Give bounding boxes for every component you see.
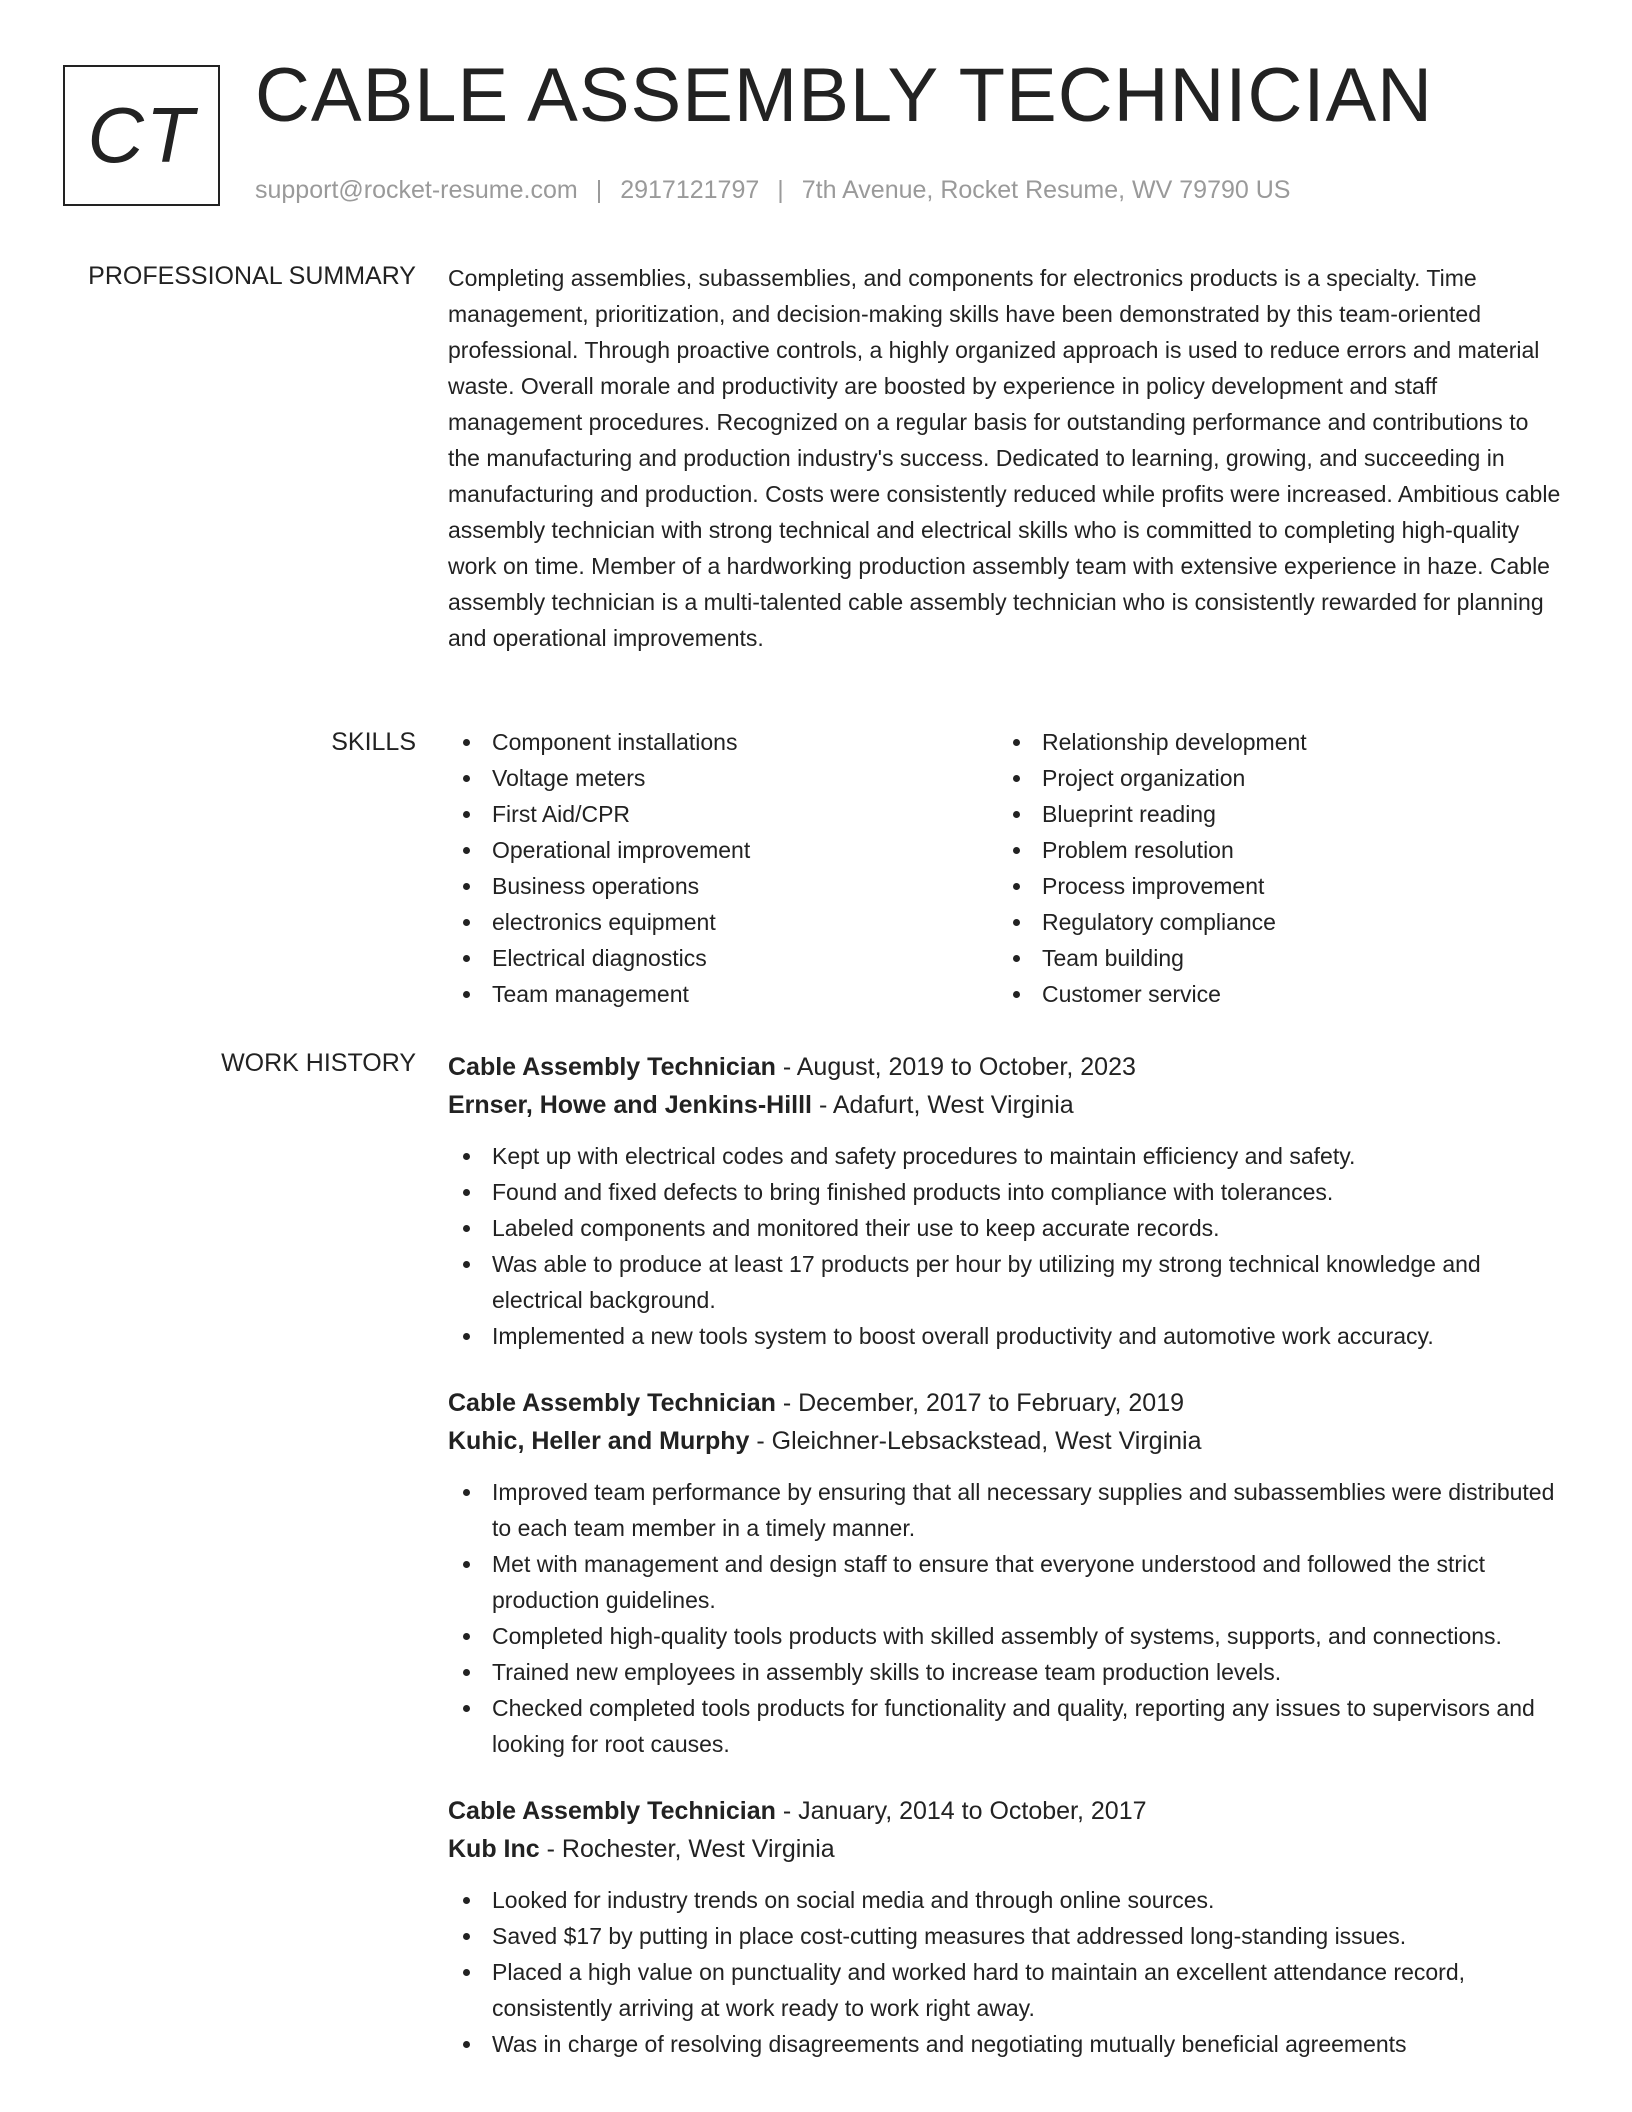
job-bullet: Checked completed tools products for functionality and quality, reporting any issues to supervisors and looking for root causes.: [448, 1690, 1566, 1762]
job-dates: - December, 2017 to February, 2019: [775, 1389, 1184, 1417]
job-bullets: [448, 1474, 1566, 1762]
skills-column-right: [998, 724, 1548, 1012]
summary-text: Completing assemblies, subassemblies, and components for electronics products is a specialty. Time management, prioritization, and decision-making skills have been demonstrated by this team-oriented professional. Through proactive controls, a highly organized approach is used to reduce errors and material waste. Overall morale and productivity are boosted by experience in policy development and staff management procedures. Recognized on a regular basis for outstanding performance and contributions to the manufacturing and production industry's success. Dedicated to learning, growing, and succeeding in manufacturing and production. Costs were consistently reduced while profits were increased. Ambitious cable assembly technician with strong technical and electrical skills who is committed to completing high-quality work on time. Member of a hardworking production assembly team with extensive experience in haze. Cable assembly technician is a multi-talented cable assembly technician who is consistently rewarded for planning and operational improvements.: [448, 265, 1561, 651]
job-company: Kub Inc: [448, 1835, 540, 1863]
job-entry: [448, 1792, 1566, 2062]
job-dates: - January, 2014 to October, 2017: [775, 1797, 1147, 1825]
job-entry: [448, 1384, 1566, 1762]
job-title: Cable Assembly Technician: [448, 1389, 776, 1417]
skill-item: Business operations: [448, 868, 998, 904]
job-company-line: [448, 1830, 1566, 1868]
skill-item: Regulatory compliance: [998, 904, 1548, 940]
job-company: Ernser, Howe and Jenkins-Hilll: [448, 1091, 813, 1119]
skill-item: Relationship development: [998, 724, 1548, 760]
resume-title: CABLE ASSEMBLY TECHNICIAN: [255, 53, 1434, 138]
skill-item: Component installations: [448, 724, 998, 760]
section-label-summary: PROFESSIONAL SUMMARY: [88, 262, 416, 290]
job-bullet: Kept up with electrical codes and safety procedures to maintain efficiency and safety.: [448, 1138, 1566, 1174]
job-title-line: [448, 1384, 1566, 1422]
skill-item: Electrical diagnostics: [448, 940, 998, 976]
skill-item: Operational improvement: [448, 832, 998, 868]
job-bullet: Labeled components and monitored their use to keep accurate records.: [448, 1210, 1566, 1246]
contact-address: 7th Avenue, Rocket Resume, WV 79790 US: [801, 176, 1291, 204]
job-bullet: Completed high-quality tools products with skilled assembly of systems, supports, and connections.: [448, 1618, 1566, 1654]
skill-item: Blueprint reading: [998, 796, 1548, 832]
job-bullet: Placed a high value on punctuality and worked hard to maintain an excellent attendance record, consistently arriving at work ready to work right away.: [448, 1954, 1566, 2026]
job-company-line: [448, 1422, 1566, 1460]
job-bullets: [448, 1138, 1566, 1354]
skill-item: electronics equipment: [448, 904, 998, 940]
job-bullet: Implemented a new tools system to boost overall productivity and automotive work accuracy.: [448, 1318, 1566, 1354]
skills-column-left: [448, 724, 998, 1012]
contact-phone[interactable]: 2917121797: [620, 176, 760, 204]
skill-item: Team management: [448, 976, 998, 1012]
job-entry: [448, 1048, 1566, 1354]
contact-line: [255, 176, 1290, 205]
contact-email[interactable]: support@rocket-resume.com: [255, 176, 578, 204]
job-bullet: Looked for industry trends on social media and through online sources.: [448, 1882, 1566, 1918]
skill-item: First Aid/CPR: [448, 796, 998, 832]
job-company: Kuhic, Heller and Murphy: [448, 1427, 750, 1455]
job-title: Cable Assembly Technician: [448, 1053, 776, 1081]
skill-item: Customer service: [998, 976, 1548, 1012]
job-title: Cable Assembly Technician: [448, 1797, 776, 1825]
job-bullet: Met with management and design staff to ensure that everyone understood and followed the strict production guidelines.: [448, 1546, 1566, 1618]
work-history: [448, 1048, 1566, 2092]
skill-item: Voltage meters: [448, 760, 998, 796]
job-title-line: [448, 1792, 1566, 1830]
section-label-skills: SKILLS: [331, 728, 416, 756]
skills-list: [448, 724, 1566, 1012]
monogram-logo: CT: [63, 65, 220, 206]
job-bullet: Was able to produce at least 17 products per hour by utilizing my strong technical knowledge and electrical background.: [448, 1246, 1566, 1318]
section-label-work-history: WORK HISTORY: [221, 1049, 416, 1077]
job-bullet: Improved team performance by ensuring that all necessary supplies and subassemblies were distributed to each team member in a timely manner.: [448, 1474, 1566, 1546]
job-company-line: [448, 1086, 1566, 1124]
job-bullet: Saved $17 by putting in place cost-cutting measures that addressed long-standing issues.: [448, 1918, 1566, 1954]
skill-item: Project organization: [998, 760, 1548, 796]
job-bullet: Trained new employees in assembly skills to increase team production levels.: [448, 1654, 1566, 1690]
job-bullet: Was in charge of resolving disagreements and negotiating mutually beneficial agreements: [448, 2026, 1566, 2062]
job-dates: - August, 2019 to October, 2023: [775, 1053, 1136, 1081]
job-location: - Rochester, West Virginia: [539, 1835, 835, 1863]
job-location: - Adafurt, West Virginia: [812, 1091, 1074, 1119]
skill-item: Team building: [998, 940, 1548, 976]
job-title-line: [448, 1048, 1566, 1086]
contact-separator: |: [595, 176, 603, 204]
job-location: - Gleichner-Lebsackstead, West Virginia: [749, 1427, 1202, 1455]
job-bullet: Found and fixed defects to bring finished products into compliance with tolerances.: [448, 1174, 1566, 1210]
skill-item: Process improvement: [998, 868, 1548, 904]
contact-separator: |: [777, 176, 784, 204]
job-bullets: [448, 1882, 1566, 2062]
skill-item: Problem resolution: [998, 832, 1548, 868]
